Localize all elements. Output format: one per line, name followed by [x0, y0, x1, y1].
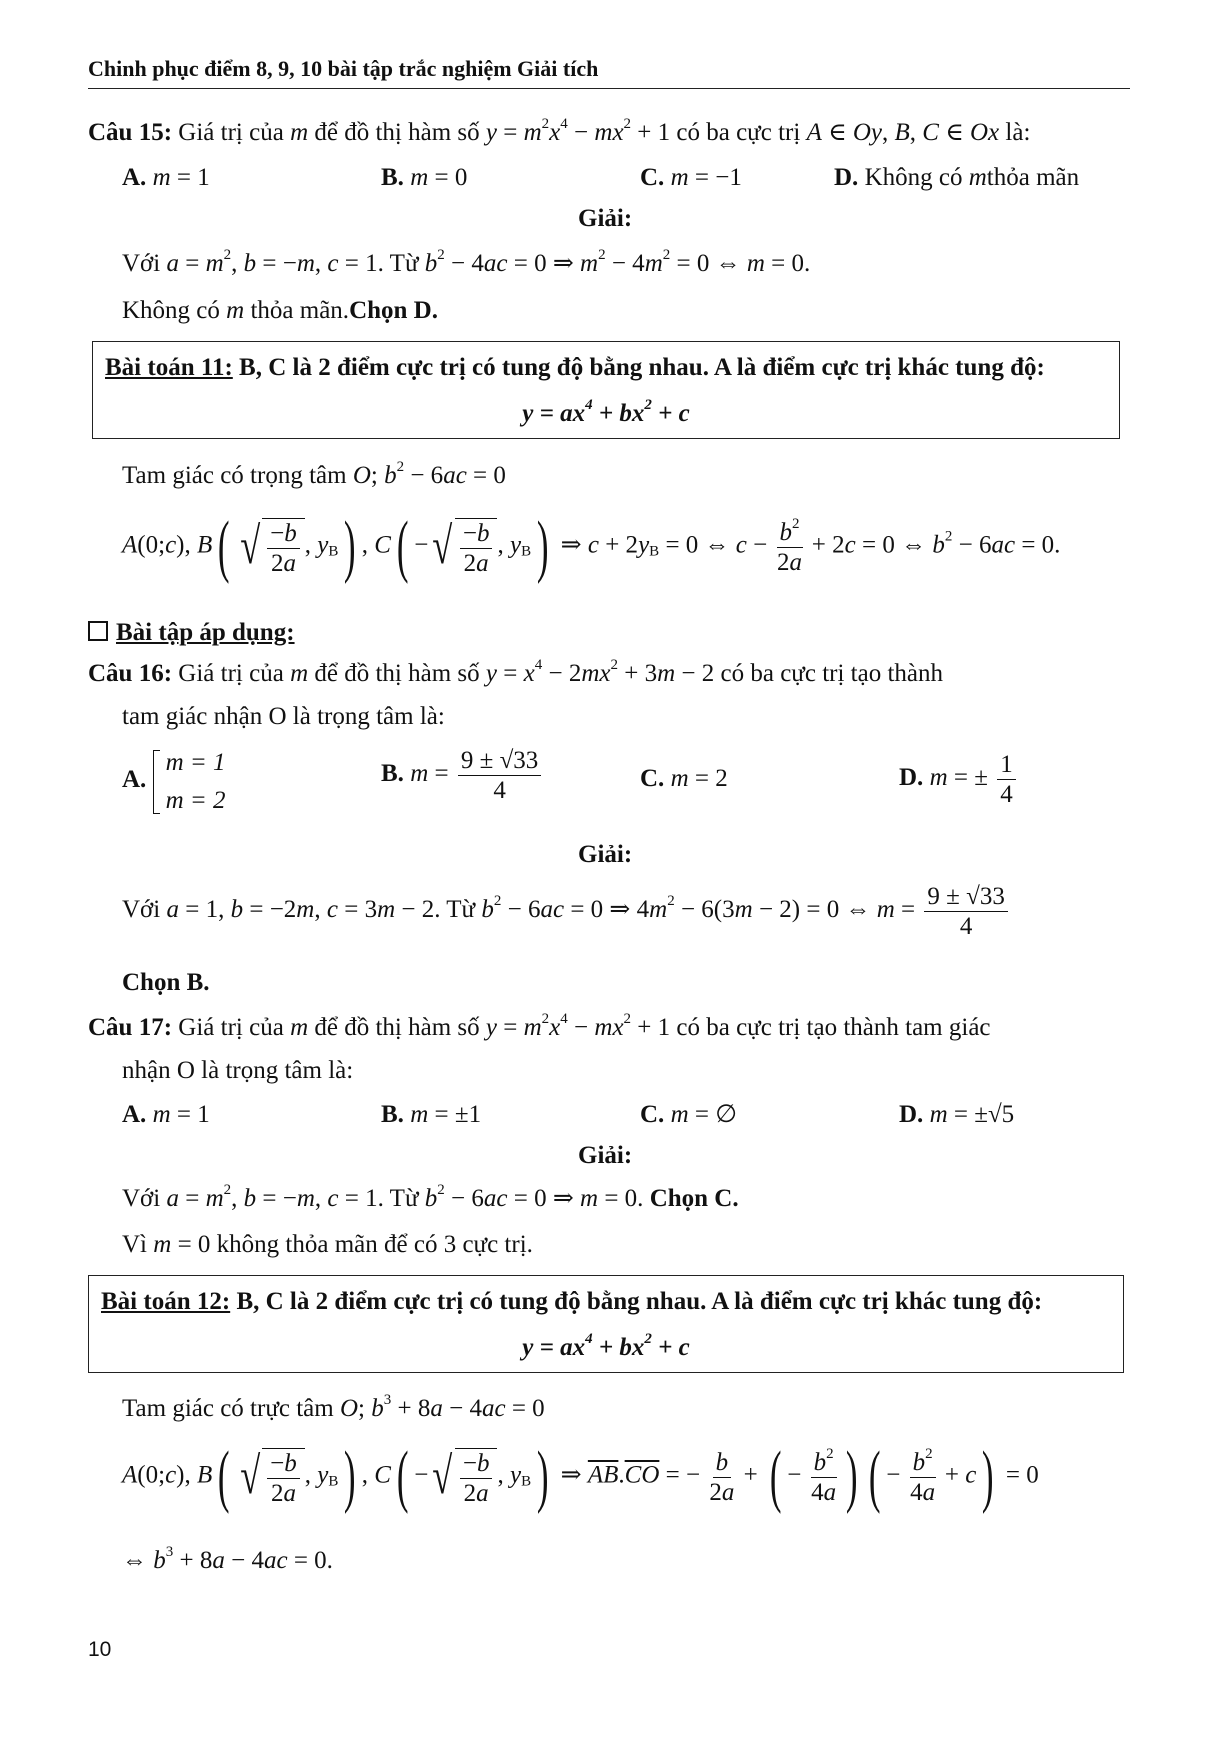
- q17-choose: Chọn C.: [649, 1185, 739, 1212]
- q16-option-b: B. m = $\frac{9 \pm √33}{4}$: [381, 748, 544, 803]
- q15-choose: Chọn D.: [349, 297, 438, 324]
- q17-option-c: C. m = ∅: [640, 1101, 738, 1128]
- q16-label: Câu 16:: [88, 660, 173, 687]
- q16-question-line-1: Câu 16: Giá trị của m để đồ thị hàm số $y = x^4 - 2mx^2 + 3m - 2$ có ba cực trị tạo thành: [88, 657, 943, 687]
- problem-11-box: [92, 341, 1120, 439]
- q17-option-d: D. m = ±√5: [899, 1101, 1015, 1128]
- checkbox-icon: [88, 621, 108, 641]
- problem-11-title: Bài toán 11:: [105, 354, 233, 381]
- problem-12-desc: B, C là 2 điểm cực trị có tung độ bằng nhau. A là điểm cực trị khác tung độ:: [236, 1288, 1043, 1315]
- q15-solution-line-2: Không có m thỏa mãn.Chọn D.: [122, 297, 438, 324]
- q16-solution-line-1: Với a = 1, b = −2m, c = 3m − 2. Từ $b^2 - 6ac = 0$ ⇒ $4m^2 - 6(3m - 2) = 0$ ⇔ m = $\frac{9 \pm √33}{4}$: [122, 884, 1011, 939]
- problem-12-title: Bài toán 12:: [101, 1288, 231, 1315]
- page-header: Chinh phục điểm 8, 9, 10 bài tập trắc nghiệm Giải tích: [88, 56, 1130, 89]
- q16-choose: Chọn B.: [122, 969, 210, 996]
- problem-11-formula: $y = ax^4 + bx^2 + c$: [522, 397, 690, 427]
- problem-12-line-1: Tam giác có trực tâm O; $b^3 + 8a - 4ac = 0$: [122, 1392, 545, 1422]
- problem-12-line-2: A(0;c), B( √ $\frac{-b}{2a}$ , $y_B$) , C( − √ $\frac{-b}{2a}$ , $y_B$) ⇒ $\overline{AB}.\overline{CO}$ = − $\frac{b}{2a}$ + ( − $\frac{b^2}{4a}$ ) ( − $\frac{b^2}{4a}$ + c) = 0: [122, 1438, 1039, 1515]
- q16-solution-title: Giải:: [578, 841, 633, 868]
- problem-12-formula: $y = ax^4 + bx^2 + c$: [522, 1331, 690, 1361]
- q16-option-d: D. m = ± $\frac{1}{4}$: [899, 752, 1019, 807]
- q15-option-d: D. Không có mthỏa mãn: [834, 164, 1080, 191]
- problem-11-line-2: A(0;c), B( √ $\frac{-b}{2a}$ , $y_B$) , C( − √ $\frac{-b}{2a}$ , $y_B$) ⇒ $c + 2y_B = 0$ ⇔ c − $\frac{b^2}{2a}$ + 2c = 0 ⇔ $b^2 - 6ac = 0$.: [122, 508, 1061, 585]
- problem-12-line-3: ⇔ $b^3 + 8a - 4ac = 0$.: [122, 1544, 333, 1574]
- q17-solution-line-2: Vì m = 0 không thỏa mãn để có 3 cực trị.: [122, 1231, 533, 1258]
- q15-option-c: C. m = −1: [640, 164, 742, 191]
- problem-11-desc: B, C là 2 điểm cực trị có tung độ bằng nhau. A là điểm cực trị khác tung độ:: [239, 354, 1045, 381]
- q16-question-line-2: tam giác nhận O là trọng tâm là:: [122, 703, 445, 730]
- q15-solution-line-1: Với $a = m^2$, b = −m, c = 1. Từ $b^2 - 4ac = 0$ ⇒ $m^2 - 4m^2 = 0$ ⇔ m = 0.: [122, 247, 811, 277]
- q17-label: Câu 17:: [88, 1014, 173, 1041]
- q17-option-a: A. m = 1: [122, 1101, 210, 1128]
- page-number: 10: [88, 1638, 112, 1661]
- exercise-heading: Bài tập áp dụng:: [88, 620, 295, 645]
- q17-question-line-1: Câu 17: Giá trị của m để đồ thị hàm số $y = m^2x^4 - mx^2 + 1$ có ba cực trị tạo thành tam giác: [88, 1011, 991, 1041]
- q16-option-a: A. m = 1 m = 2: [122, 749, 226, 814]
- q15-option-b: B. m = 0: [381, 164, 468, 191]
- q15-solution-title: Giải:: [578, 205, 633, 232]
- q15-question: Câu 15: Giá trị của m để đồ thị hàm số $y = m^2x^4 - mx^2 + 1$ có ba cực trị A ∈ Oy, B, C ∈ Ox là:: [88, 116, 1031, 146]
- problem-11-line-1: Tam giác có trọng tâm O; $b^2 - 6ac = 0$: [122, 459, 506, 489]
- q16-option-c: C. m = 2: [640, 765, 728, 792]
- q17-solution-line-1: Với $a = m^2$, b = −m, c = 1. Từ $b^2 - 6ac = 0$ ⇒ m = 0. Chọn C.: [122, 1182, 739, 1212]
- q17-question-line-2: nhận O là trọng tâm là:: [122, 1057, 354, 1084]
- q17-solution-title: Giải:: [578, 1142, 633, 1169]
- q15-option-a: A. m = 1: [122, 164, 210, 191]
- q17-option-b: B. m = ±1: [381, 1101, 482, 1128]
- q15-label: Câu 15:: [88, 119, 173, 146]
- problem-12-box: [88, 1275, 1124, 1373]
